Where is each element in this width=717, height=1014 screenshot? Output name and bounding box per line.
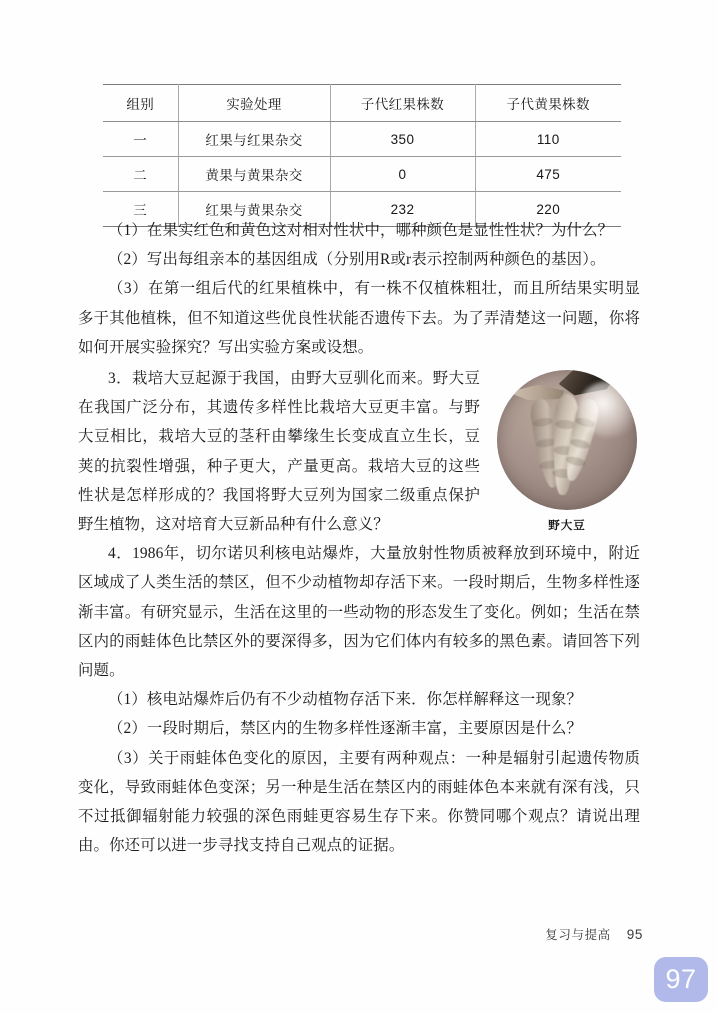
genetics-cross-table-container	[103, 84, 621, 227]
table-row	[103, 122, 621, 157]
question-4-2: （2）一段时期后，禁区内的生物多样性逐渐丰富，主要原因是什么？	[108, 720, 583, 738]
cell-treatment: 红果与黄果杂交	[178, 192, 330, 227]
table-row	[103, 157, 621, 192]
page-content	[78, 216, 640, 860]
wild-soybean-photo	[497, 370, 637, 510]
photo-highlight	[578, 381, 637, 437]
cell-red-count: 232	[330, 192, 475, 227]
column-header-yellow-count: 子代黄果株数	[475, 85, 621, 122]
question-4-1: （1）核电站爆炸后仍有不少动植物存活下来．你怎样解释这一现象？	[108, 691, 583, 709]
page-footer	[0, 925, 717, 943]
question-2-2: （2）写出每组亲本的基因组成（分别用R或r表示控制两种颜色的基因）。	[108, 251, 606, 269]
cell-treatment: 红果与红果杂交	[178, 122, 330, 157]
footer-page-number: 95	[626, 927, 643, 942]
cell-yellow-count: 220	[475, 192, 621, 227]
cell-yellow-count: 110	[475, 122, 621, 157]
question-2-3: （3）在第一组后代的红果植株中，有一株不仅植株粗壮，而且所结果实明显多于其他植株，但不知道这些优良性状能否遗传下去。为了弄清楚这一问题，你将如何开展实验探究？写出实验方案或设想。	[78, 280, 640, 356]
page-badge[interactable]: 97	[654, 957, 708, 1002]
column-header-red-count: 子代红果株数	[330, 85, 475, 122]
question-4-3: （3）关于雨蛙体色变化的原因，主要有两种观点：一种是辐射引起遗传物质变化，导致雨蛙体色变深；另一种是生活在禁区内的雨蛙体色本来就有深有浅，只不过抵御辐射能力较强的深色雨蛙更容易生存下来。你赞同哪个观点？请说出理由。你还可以进一步寻找支持自己观点的证据。	[78, 749, 640, 855]
column-header-group: 组别	[103, 85, 178, 122]
footer-chapter-title: 复习与提高	[545, 928, 611, 942]
cell-group: 三	[103, 192, 178, 227]
cell-yellow-count: 475	[475, 157, 621, 192]
table-header	[103, 85, 621, 122]
genetics-cross-table	[103, 84, 621, 227]
table-body	[103, 122, 621, 227]
table-header-row	[103, 85, 621, 122]
cell-red-count: 350	[330, 122, 475, 157]
exercise-item-3-text: 3．栽培大豆起源于我国，由野大豆驯化而来。野大豆在我国广泛分布，其遗传多样性比栽培大豆更丰富。与野大豆相比，栽培大豆的茎秆由攀缘生长变成直立生长，豆荚的抗裂性增强，种子更大，产量更高。栽培大豆的这些性状是怎样形成的？我国将野大豆列为国家二级重点保护野生植物，这对培育大豆新品种有什么意义？	[78, 370, 480, 534]
cell-treatment: 黄果与黄果杂交	[178, 157, 330, 192]
figure-caption: 野大豆	[548, 520, 586, 533]
exercise-item-4-intro: 4．1986年，切尔诺贝利核电站爆炸，大量放射性物质被释放到环境中，附近区域成了人类生活的禁区，但不少动植物却存活下来。一段时期后，生物多样性逐渐丰富。有研究显示，生活在这里的一些动物的形态发生了变化。例如；生活在禁区内的雨蛙体色比禁区外的要深得多，因为它们体内有较多的黑色素。请回答下列问题。	[78, 545, 640, 680]
cell-red-count: 0	[330, 157, 475, 192]
question-2-1: （1）在果实红色和黄色这对相对性状中，哪种颜色是显性性状？为什么？	[108, 222, 614, 239]
cell-group: 二	[103, 157, 178, 192]
cell-group: 一	[103, 122, 178, 157]
exercise-item-3	[78, 364, 640, 539]
column-header-treatment: 实验处理	[178, 85, 330, 122]
figure-wild-soybean	[494, 370, 640, 533]
